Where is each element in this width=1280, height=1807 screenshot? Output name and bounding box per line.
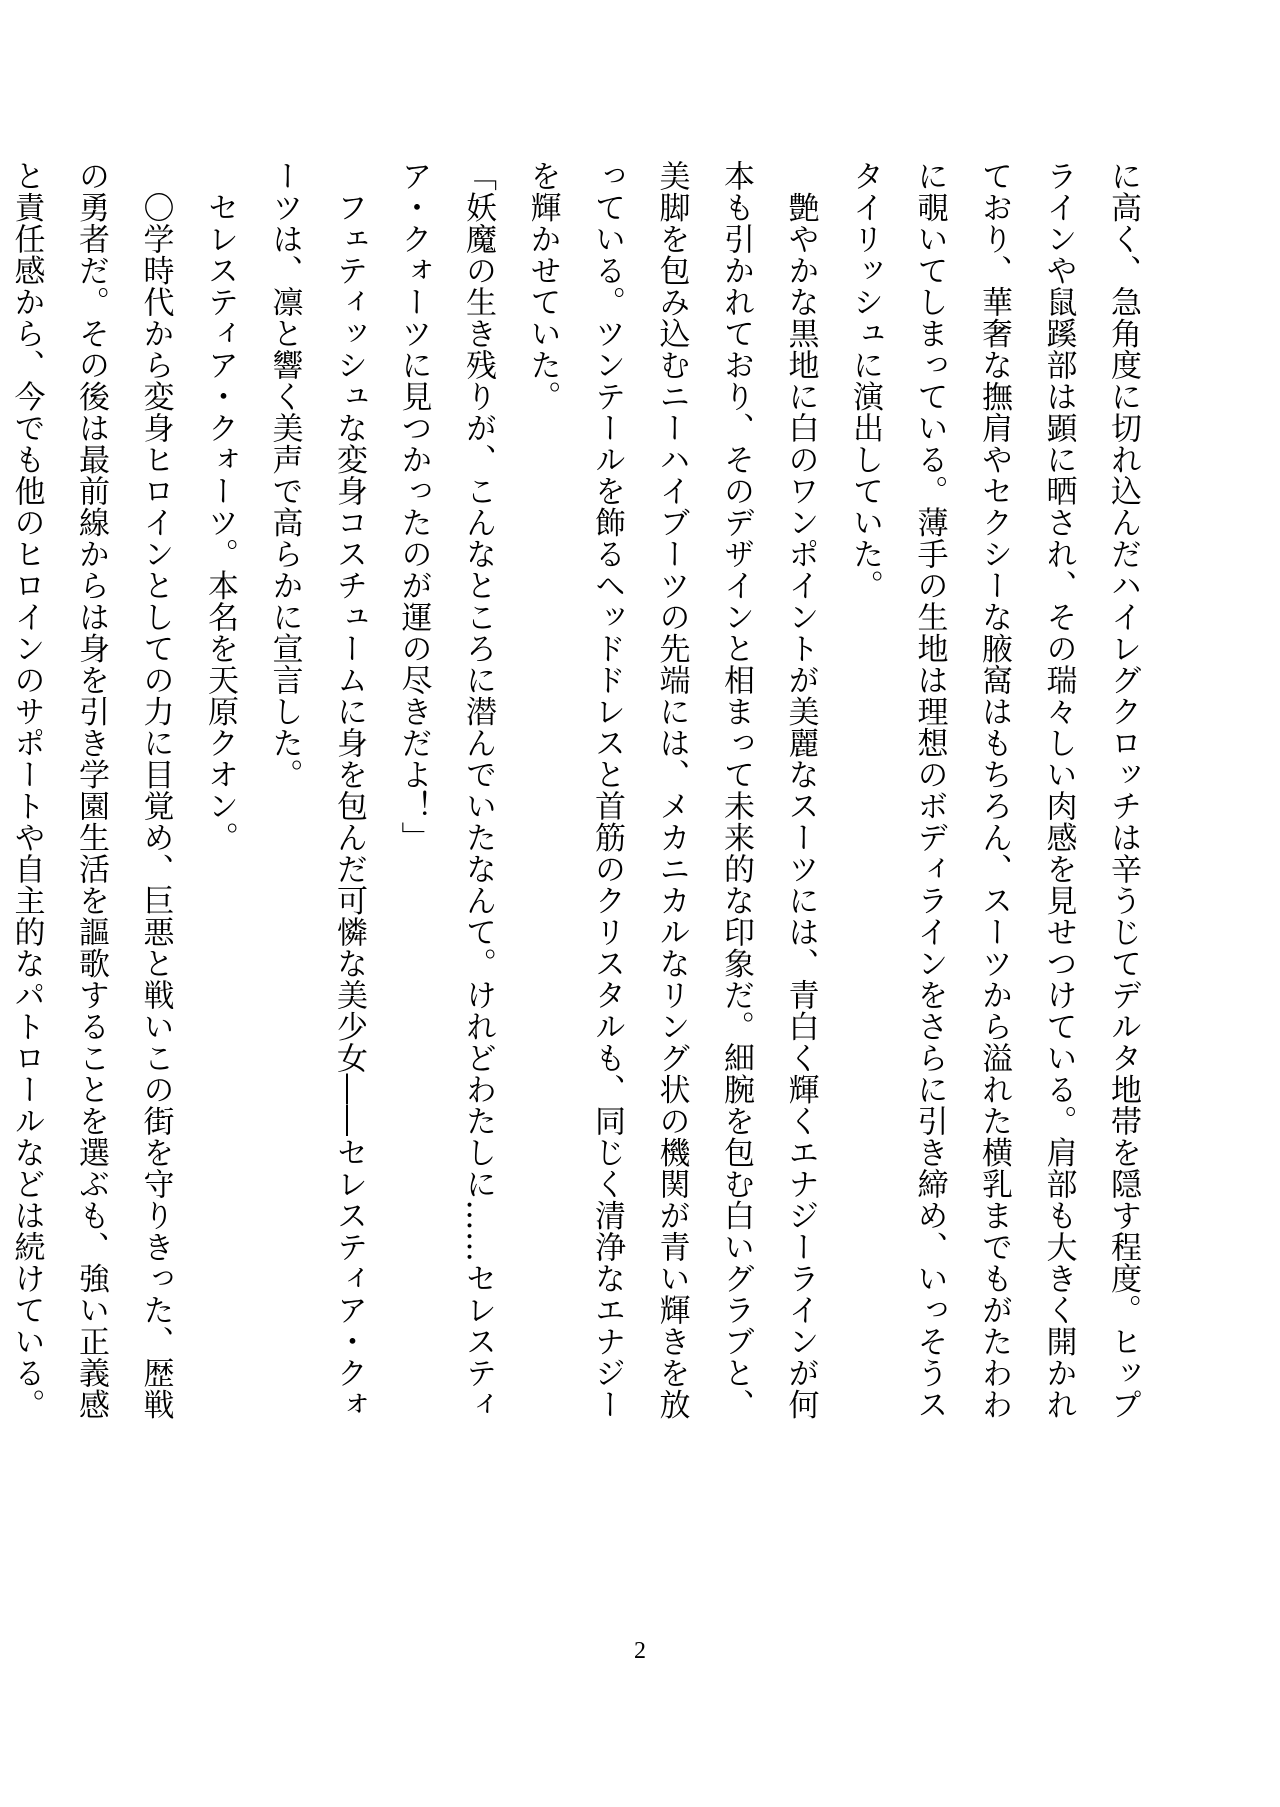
text-line: に高く、急角度に切れ込んだハイレグクロッチは辛うじてデルタ地帯を隠す程度。ヒップ bbox=[1105, 160, 1141, 1420]
text-line: ア・クォーツに見つかったのが運の尽きだよ！」 bbox=[395, 160, 432, 853]
body-text bbox=[8, 160, 1155, 1585]
text-line: ーツは、凛と響く美声で高らかに宣言した。 bbox=[266, 160, 303, 790]
text-line: の勇者だ。その後は最前線からは身を引き学園生活を謳歌することを選ぶも、強い正義感 bbox=[73, 160, 109, 1420]
text-line: ており、華奢な撫肩やセクシーな腋窩はもちろん、スーツから溢れた横乳までもがたわわ bbox=[976, 160, 1012, 1420]
page-number: 2 bbox=[634, 1638, 646, 1664]
text-line: フェティッシュな変身コスチュームに身を包んだ可憐な美少女――セレスティア・クォ bbox=[331, 160, 367, 1420]
text-line: 「妖魔の生き残りが、こんなところに潜んでいたなんて。けれどわたしに……セレスティ bbox=[460, 160, 496, 1420]
text-line: 〇学時代から変身ヒロインとしての力に目覚め、巨悪と戦いこの街を守りきった、歴戦 bbox=[137, 160, 174, 1420]
text-line: ラインや鼠蹊部は顕に晒され、その瑞々しい肉感を見せつけている。肩部も大きく開かれ bbox=[1040, 160, 1077, 1420]
text-line: タイリッシュに演出していた。 bbox=[847, 160, 883, 601]
text-line: に覗いてしまっている。薄手の生地は理想のボディラインをさらに引き締め、いっそうス bbox=[911, 160, 948, 1420]
text-line: と責任感から、今でも他のヒロインのサポートや自主的なパトロールなどは続けている。 bbox=[8, 160, 45, 1420]
text-line: 美脚を包み込むニーハイブーツの先端には、メカニカルなリング状の機関が青い輝きを放 bbox=[653, 160, 690, 1420]
text-line: 艶やかな黒地に白のワンポイントが美麗なスーツには、青白く輝くエナジーラインが何 bbox=[782, 160, 819, 1420]
text-line: 本も引かれており、そのデザインと相まって未来的な印象だ。細腕を包む白いグラブと、 bbox=[718, 160, 754, 1420]
text-line: セレスティア・クォーツ。本名を天原クオン。 bbox=[202, 160, 238, 853]
text-line: っている。ツンテールを飾るヘッドドレスと首筋のクリスタルも、同じく清浄なエナジー bbox=[589, 160, 625, 1420]
text-line: を輝かせていた。 bbox=[524, 160, 561, 412]
